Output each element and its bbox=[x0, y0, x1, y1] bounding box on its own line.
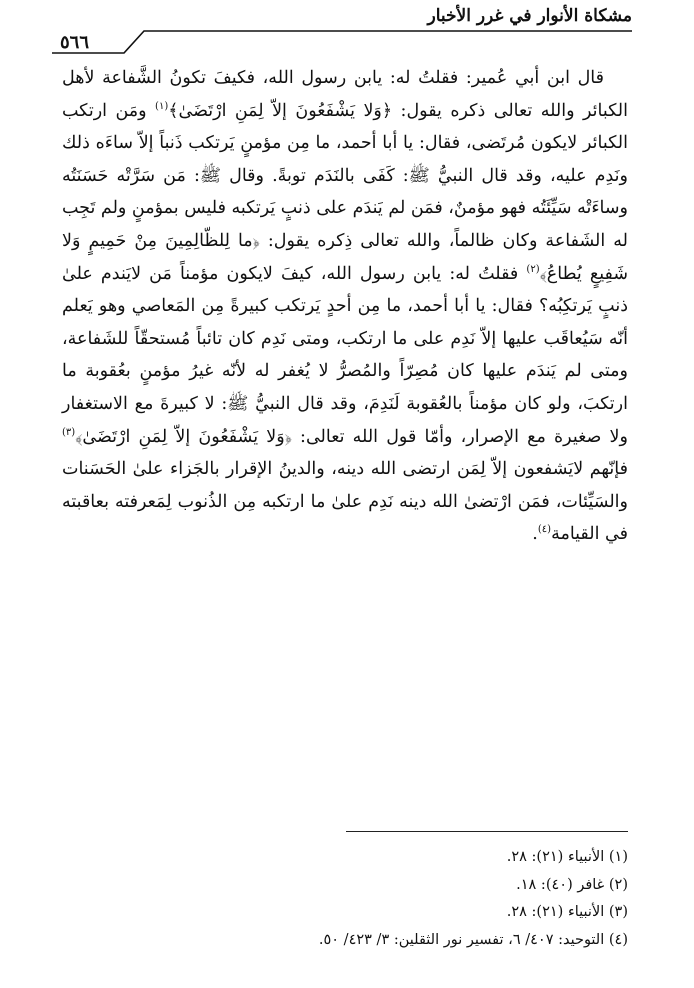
closing-mark: . bbox=[532, 524, 538, 545]
running-title: مشكاة الأنوار في غرر الأخبار bbox=[427, 6, 632, 26]
page-header bbox=[52, 0, 632, 52]
footnote-ref: (٤) bbox=[537, 524, 552, 536]
page-number: ٥٦٦ bbox=[60, 32, 90, 53]
footnote: (٣) الأنبياء (٢١): ٢٨. bbox=[506, 904, 628, 920]
footnotes bbox=[62, 844, 628, 954]
main-text bbox=[62, 62, 628, 551]
header-rule bbox=[52, 30, 632, 54]
footnote: (٤) التوحيد: ٤٠٧/ ٦، تفسير نور الثقلين: ٣/ ٤٢٣/ ٥٠. bbox=[318, 931, 628, 948]
footnote-rule bbox=[346, 831, 628, 832]
footnote-ref: (٣) bbox=[62, 426, 76, 438]
text-segment: ومَن ارتكب الكبائر لايكون مُرتَضى، فقال: يا أبا أحمد، ما مِن مؤمنٍ يَرتكب ذَنباً إلاّ ساءَه ذلك ونَدِم عليه، وقد قال النبيُّ ﷺ: كَفَى بالنَدَم توبةً. وقال ﷺ: مَن سَرَّتْه حَسَنَتُه وساءَتْه سَيِّئَتُه فهو مؤمنٌ، فمَن لم يَندَم على ذنبٍ يَرتكبه فليس بمؤمنٍ ولم تَجِب له الشَفاعة وكان ظالماً، والله تعالى ذِكره يقول: ﴿ما لِلظّالِمِينَ مِنْ حَمِيمٍ وَلا شَفِيعٍ يُطاعُ﴾ bbox=[62, 100, 628, 284]
footnote: (١) الأنبياء (٢١): ٢٨. bbox=[506, 849, 628, 865]
footnote-ref: (٢) bbox=[526, 263, 540, 275]
footnote: (٢) غافر (٤٠): ١٨. bbox=[516, 876, 628, 893]
footnote-ref: (١) bbox=[155, 100, 169, 112]
text-segment: قال ابن أبي عُمير: فقلتُ له: يابن رسول الله، فكيفَ تكونُ الشَّفاعة لأهل الكبائر والله تعالى ذكره يقول: ﴿وَلا يَشْفَعُونَ إلاّ لِمَنِ ارْتَضَىٰ﴾ bbox=[62, 68, 628, 121]
paragraph bbox=[62, 62, 628, 551]
text-segment: فإنّهم لايَشفعون إلاّ لِمَن ارتضى الله دينه، والدينُ الإقرار بالجَزاء علىٰ الحَسَنات والسَيِّئات، فمَن ارْتضىٰ الله دينه نَدِم علىٰ ما ارتكبه مِن الذُنوب لِمَعرفته بعاقبته في القيامة bbox=[62, 459, 628, 545]
text-segment: فقلتُ له: يابن رسول الله، كيفَ لايكون مؤمناً مَن لايَندم علىٰ ذنبٍ يَرتكِبُه؟ فقال: يا أبا أحمد، ما مِن أحدٍ يَرتكب كبيرةً مِن المَعاصي وهو يَعلم أنّه سَيُعاقَب عليها إلاّ نَدِم على ما ارتكب، ومتى نَدِم كان تائباً مُستحقّاً للشَفاعة، ومتى لم يَندَم عليها كان مُصِرّاً والمُصرُّ لا يُغفر له لأنّه غيرُ مؤمنٍ بعُقوبة ما ارتكبَ، ولو كان مؤمناً بالعُقوبة لَنَدِمَ، وقد قال النبيُّ ﷺ: لا كبيرةَ مع الاستغفار ولا صغيرة مع الإصرار، وأمّا قول الله تعالى: ﴿وَلا يَشْفَعُونَ إلاّ لِمَنِ ارْتَضَىٰ﴾ bbox=[62, 263, 628, 447]
